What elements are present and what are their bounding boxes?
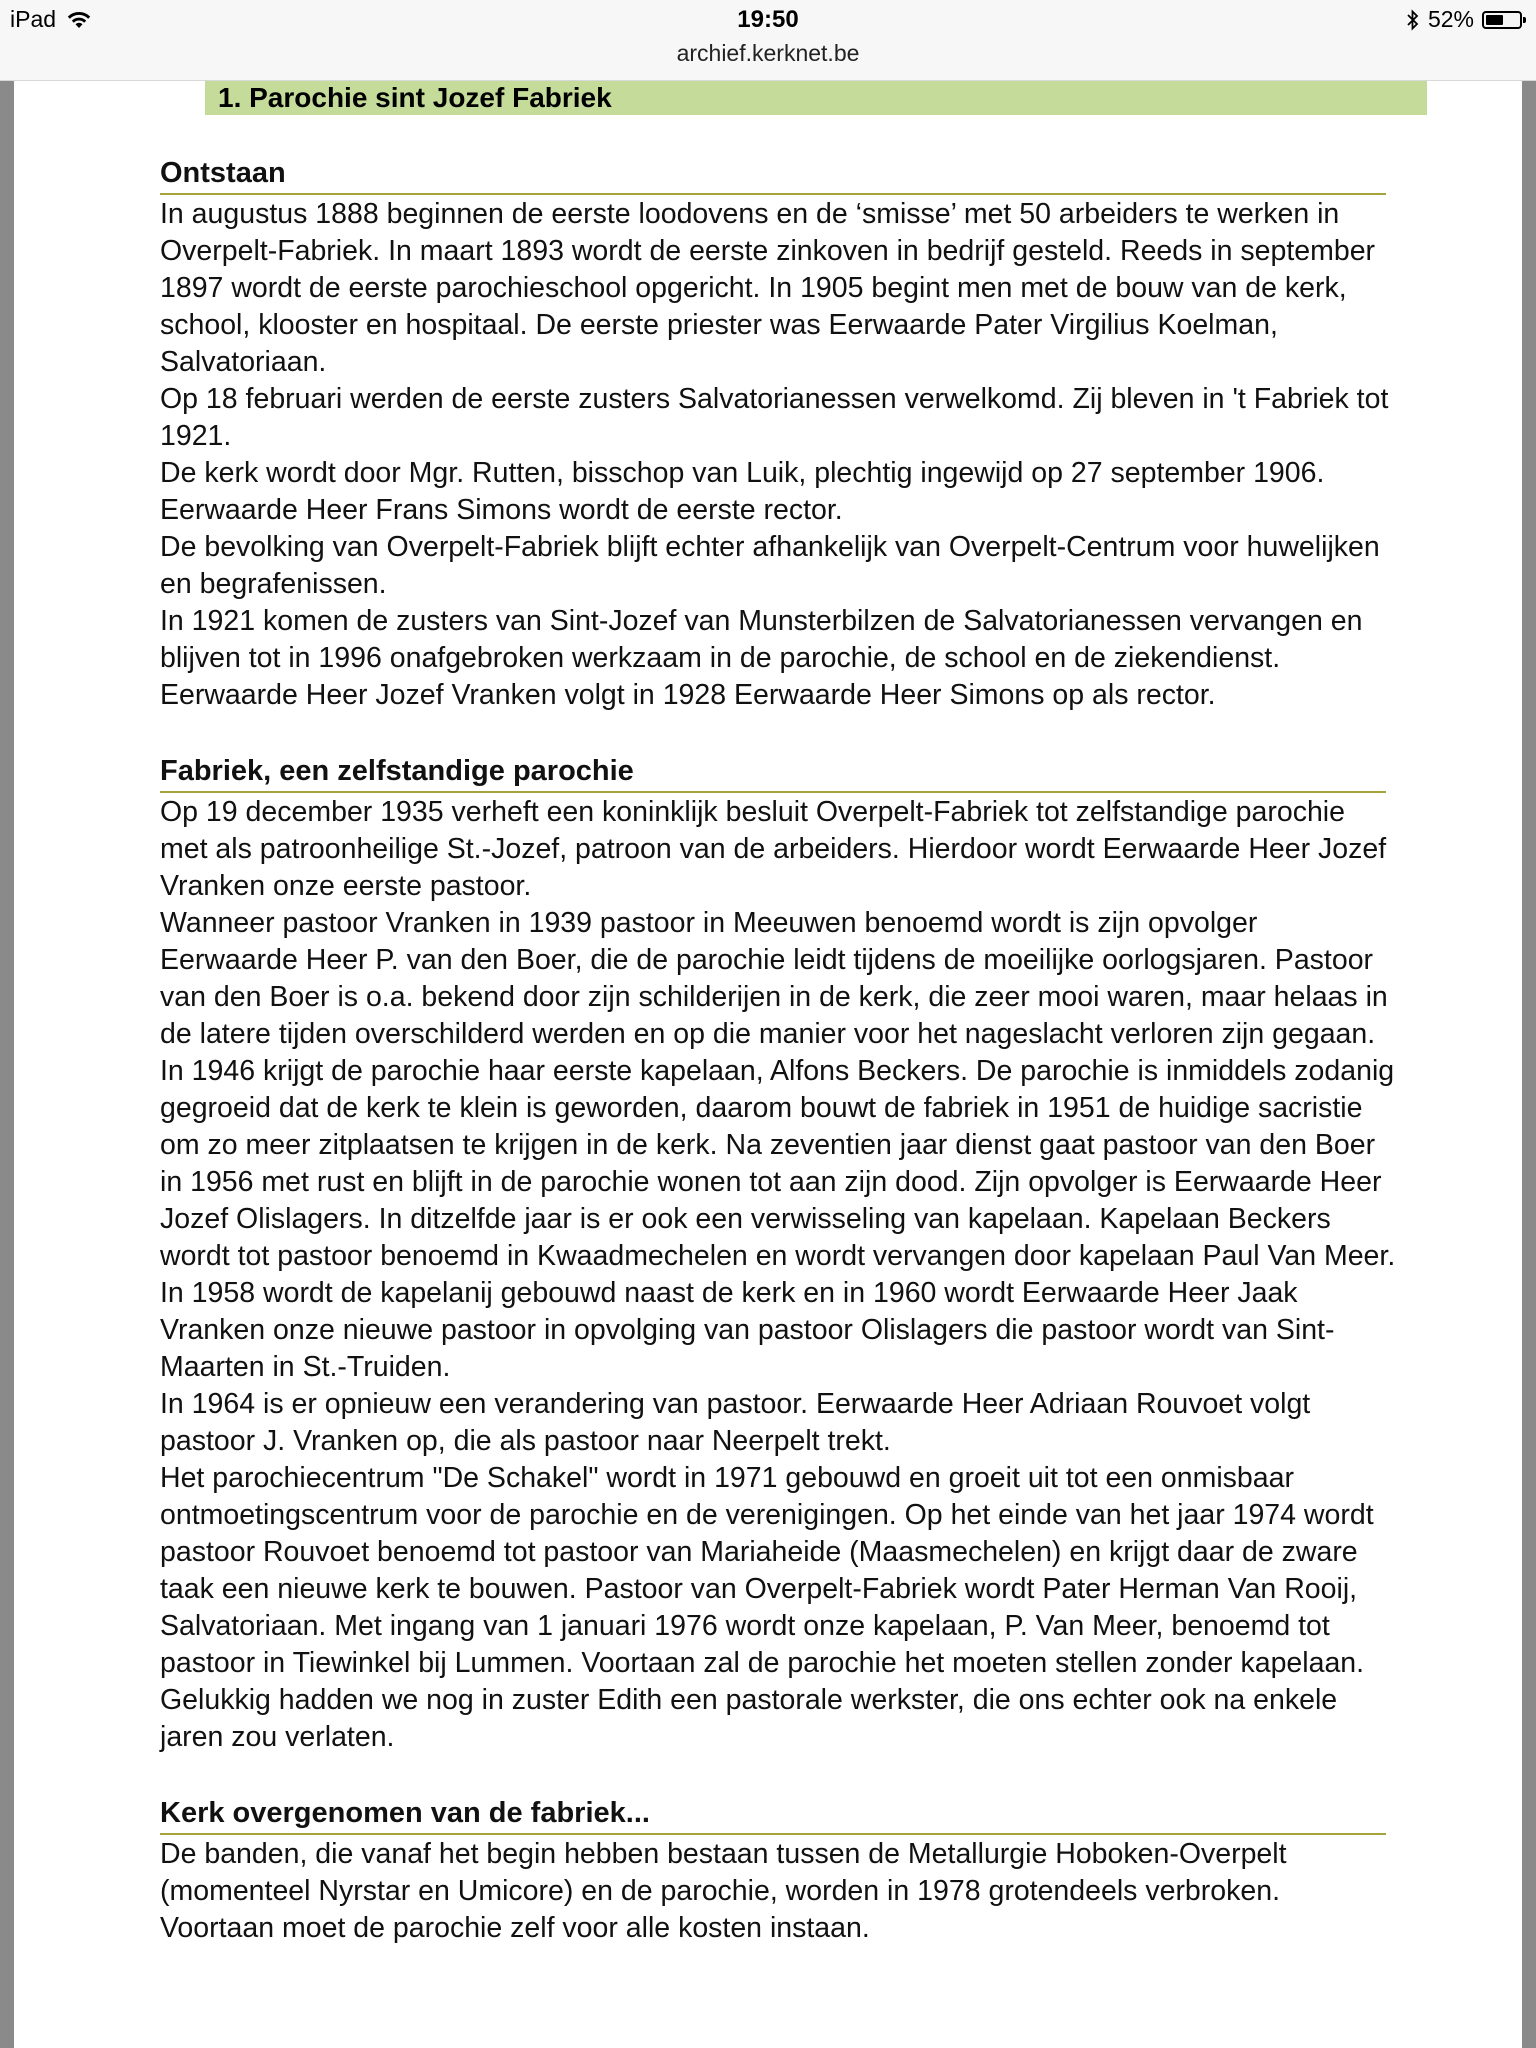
section-ontstaan	[160, 153, 1400, 714]
paragraph: De banden, die vanaf het begin hebben bestaan tussen de Metallurgie Hoboken-Overpelt (momenteel Nyrstar en Umicore) en de parochie, worden in 1978 grotendeels verbroken. Voortaan moet de parochie zelf voor alle kosten instaan.	[160, 1838, 1287, 1944]
page-title: 1. Parochie sint Jozef Fabriek	[218, 82, 612, 113]
section-title: Kerk overgenomen van de fabriek...	[160, 1793, 1386, 1835]
paragraph: In 1958 wordt de kapelanij gebouwd naast de kerk en in 1960 wordt Eerwaarde Heer Jaak Vranken onze nieuwe pastoor in opvolging van pastoor Olislagers die pastoor wordt van Sint-Maarten in St.-Truiden.	[160, 1277, 1335, 1383]
bluetooth-icon	[1406, 9, 1420, 31]
section-zelfstandige-parochie	[160, 751, 1400, 1756]
battery-percent: 52%	[1427, 6, 1474, 32]
paragraph: In augustus 1888 beginnen de eerste loodovens en de ‘smisse’ met 50 arbeiders te werken in Overpelt-Fabriek. In maart 1893 wordt de eerste zinkoven in bedrijf gesteld. Reeds in september 1897 wordt de eerste parochieschool opgericht. In 1905 begint men met de bouw van de kerk, school, klooster en hospitaal. De eerste priester was Eerwaarde Pater Virgilius Koelman, Salvatoriaan.	[160, 198, 1376, 378]
paragraph: In 1921 komen de zusters van Sint-Jozef van Munsterbilzen de Salvatorianessen vervangen en blijven tot in 1996 onafgebroken werkzaam in de parochie, de school en de ziekendienst. Eerwaarde Heer Jozef Vranken volgt in 1928 Eerwaarde Heer Simons op als rector.	[160, 605, 1363, 711]
paragraph: Op 18 februari werden de eerste zusters Salvatorianessen verwelkomd. Zij bleven in 't Fabriek tot 1921.	[160, 383, 1389, 452]
document-page	[14, 81, 1522, 2048]
url-bar[interactable]: archief.kerknet.be	[676, 40, 860, 66]
section-kerk-overgenomen	[160, 1793, 1400, 1947]
paragraph: Het parochiecentrum "De Schakel" wordt in 1971 gebouwd en groeit uit tot een onmisbaar ontmoetingscentrum voor de parochie en de verenigingen. Op het einde van het jaar 1974 wordt pastoor Rouvoet benoemd tot pastoor van Mariaheide (Maasmechelen) en krijgt daar de zware taak een nieuwe kerk te bouwen. Pastoor van Overpelt-Fabriek wordt Pater Herman Van Rooij, Salvatoriaan. Met ingang van 1 januari 1976 wordt onze kapelaan, P. Van Meer, benoemd tot pastoor in Tiewinkel bij Lummen. Voortaan zal de parochie het moeten stellen zonder kapelaan. Gelukkig hadden we nog in zuster Edith een pastorale werkster, die ons echter ook na enkele jaren zou verlaten.	[160, 1462, 1374, 1753]
section-title: Ontstaan	[160, 153, 1386, 195]
status-bar	[0, 0, 1536, 81]
device-label: iPad	[10, 6, 57, 32]
battery-fill	[1486, 15, 1503, 25]
battery-icon	[1482, 11, 1522, 29]
clock: 19:50	[737, 6, 799, 33]
status-right	[1406, 6, 1522, 33]
paragraph: In 1946 krijgt de parochie haar eerste kapelaan, Alfons Beckers. De parochie is inmiddels zodanig gegroeid dat de kerk te klein is geworden, daarom bouwt de fabriek in 1951 de huidige sacristie om zo meer zitplaatsen te krijgen in de kerk. Na zeventien jaar dienst gaat pastoor van den Boer in 1956 met rust en blijft in de parochie wonen tot aan zijn dood. Zijn opvolger is Eerwaarde Heer Jozef Olislagers. In ditzelfde jaar is er ook een verwisseling van kapelaan. Kapelaan Beckers wordt tot pastoor benoemd in Kwaadmechelen en wordt vervangen door kapelaan Paul Van Meer.	[160, 1055, 1396, 1272]
paragraph: In 1964 is er opnieuw een verandering van pastoor. Eerwaarde Heer Adriaan Rouvoet volgt pastoor J. Vranken op, die als pastoor naar Neerpelt trekt.	[160, 1388, 1311, 1457]
article-content	[160, 153, 1400, 1947]
paragraph: De bevolking van Overpelt-Fabriek blijft echter afhankelijk van Overpelt-Centrum voor huwelijken en begrafenissen.	[160, 531, 1380, 600]
section-title: Fabriek, een zelfstandige parochie	[160, 751, 1386, 793]
paragraph: De kerk wordt door Mgr. Rutten, bisschop van Luik, plechtig ingewijd op 27 september 1906. Eerwaarde Heer Frans Simons wordt de eerste rector.	[160, 457, 1325, 526]
paragraph: Wanneer pastoor Vranken in 1939 pastoor in Meeuwen benoemd wordt is zijn opvolger Eerwaarde Heer P. van den Boer, die de parochie leidt tijdens de moeilijke oorlogsjaren. Pastoor van den Boer is o.a. bekend door zijn schilderijen in de kerk, die zeer mooi waren, maar helaas in de latere tijden overschilderd werden en op die manier voor het nageslacht verloren zijn gegaan.	[160, 907, 1388, 1050]
paragraph: Op 19 december 1935 verheft een koninklijk besluit Overpelt-Fabriek tot zelfstandige parochie met als patroonheilige St.-Jozef, patroon van de arbeiders. Hierdoor wordt Eerwaarde Heer Jozef Vranken onze eerste pastoor.	[160, 796, 1387, 902]
